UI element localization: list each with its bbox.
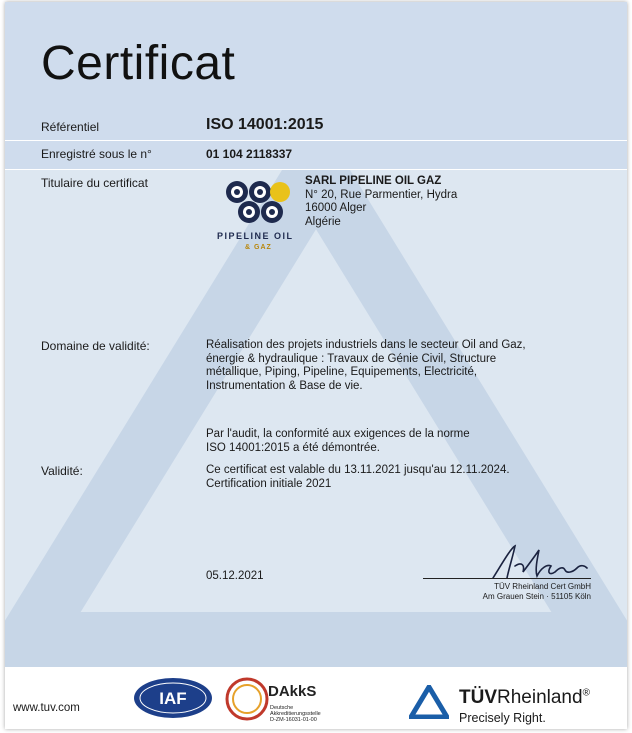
dakks-caption	[270, 705, 360, 723]
iaf-logo	[133, 677, 213, 719]
footer	[5, 667, 627, 729]
scope-line: énergie & hydraulique : Travaux de Génie Civil, Structure	[206, 352, 497, 365]
dakks-emblem	[225, 677, 269, 721]
issue-date: 05.12.2021	[206, 570, 264, 582]
validity-text	[206, 464, 510, 491]
tuv-registered: ®	[582, 687, 590, 699]
audit-text	[206, 428, 470, 455]
certificate-document	[5, 2, 627, 729]
holder-address-line1: N° 20, Rue Parmentier, Hydra	[305, 188, 458, 201]
tuv-triangle-logo	[409, 685, 449, 719]
dakks-line3: D-ZM-16031-01-00	[270, 717, 317, 723]
tuv-slogan: Precisely Right.	[459, 711, 546, 725]
holder-label: Titulaire du certificat	[41, 176, 148, 190]
holder-country: Algérie	[305, 215, 341, 228]
logo-text-line2: & GAZ	[245, 244, 272, 251]
validity-label: Validité:	[41, 464, 83, 478]
issuer-block	[423, 582, 591, 601]
logo-text-line1: PIPELINE OIL	[217, 231, 294, 241]
audit-line: Par l'audit, la conformité aux exigences de la norme	[206, 428, 470, 440]
validity-line2: Certification initiale 2021	[206, 477, 332, 490]
audit-line: ISO 14001:2015 a été démontrée.	[206, 441, 380, 454]
iaf-text: IAF	[159, 689, 187, 708]
scope-label: Domaine de validité:	[41, 339, 150, 353]
dakks-name: DAkkS	[268, 683, 317, 700]
certificate-title: Certificat	[41, 37, 236, 90]
holder-address-block	[305, 175, 457, 229]
tuv-bold: TÜV	[459, 687, 497, 708]
website-link[interactable]: www.tuv.com	[13, 702, 80, 714]
referentiel-value: ISO 14001:2015	[206, 116, 324, 133]
divider	[5, 169, 627, 170]
issuer-line2: Am Grauen Stein · 51105 Köln	[482, 591, 591, 601]
scope-text	[206, 339, 526, 393]
pipeline-oil-gaz-logo	[215, 176, 305, 256]
signature	[485, 542, 595, 582]
divider	[5, 140, 627, 141]
validity-line1: Ce certificat est valable du 13.11.2021 jusqu'au 12.11.2024.	[206, 464, 510, 476]
dakks-line2: Akkreditierungsstelle	[270, 711, 321, 717]
tuv-rheinland-wordmark	[459, 687, 590, 709]
registration-label: Enregistré sous le n°	[41, 147, 152, 161]
signature-line	[423, 578, 591, 579]
scope-line: Instrumentation & Base de vie.	[206, 379, 363, 392]
tuv-rest: Rheinland	[497, 687, 583, 708]
holder-name: SARL PIPELINE OIL GAZ	[305, 175, 442, 187]
referentiel-label: Référentiel	[41, 120, 100, 134]
scope-line: métallique, Piping, Pipeline, Equipements, Electricité,	[206, 366, 478, 378]
registration-value: 01 104 2118337	[206, 147, 293, 161]
scope-line: Réalisation des projets industriels dans le secteur Oil and Gaz,	[206, 339, 526, 351]
dakks-line1: Deutsche	[270, 705, 294, 711]
holder-address-line2: 16000 Alger	[305, 202, 367, 214]
issuer-line1: TÜV Rheinland Cert GmbH	[494, 582, 591, 591]
